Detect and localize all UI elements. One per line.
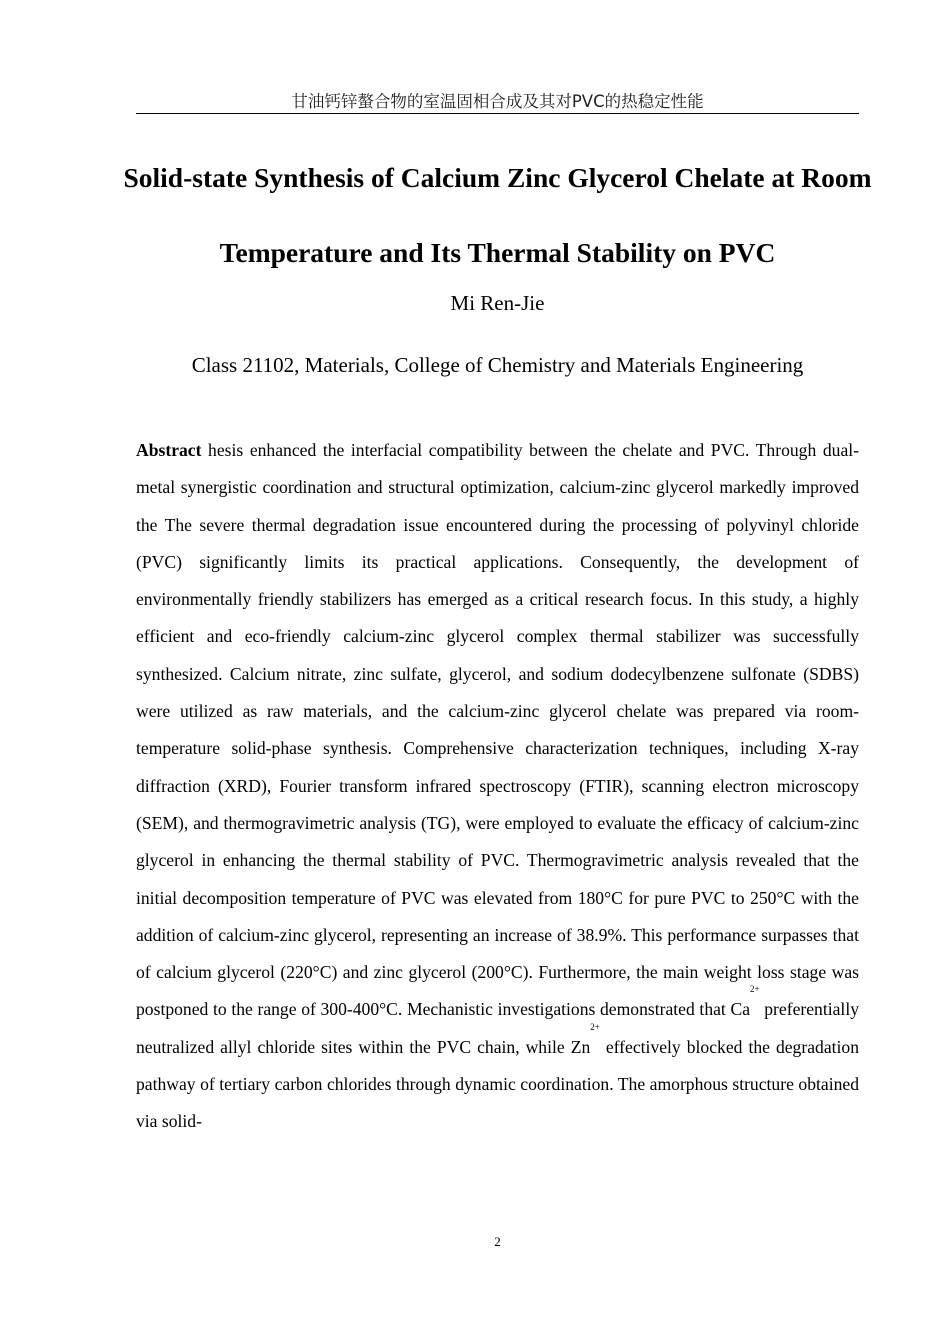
running-header: 甘油钙锌螯合物的室温固相合成及其对PVC的热稳定性能 (136, 92, 859, 114)
zinc-ion-superscript: 2+ (590, 1021, 600, 1032)
paper-title: Solid-state Synthesis of Calcium Zinc Glycerol Chelate at Room Temperature and Its Thermal Stability on PVC (123, 162, 872, 268)
abstract-label: Abstract (136, 440, 202, 460)
author-name: Mi Ren-Jie (450, 291, 545, 315)
abstract-paragraph (136, 432, 859, 1141)
author-affiliation: Class 21102, Materials, College of Chemistry and Materials Engineering (191, 353, 804, 377)
page-number: 2 (494, 1234, 501, 1249)
calcium-ion-superscript: 2+ (750, 984, 760, 995)
abstract-text-part-2: preferentially neutralized allyl chloride sites within the PVC chain, while Zn (136, 999, 860, 1057)
abstract-text-part-3: effectively blocked the degradation pathway of tertiary carbon chlorides through dynamic coordination. The amorphous structure obtained via solid- (136, 1036, 859, 1132)
abstract-text-part-1: hesis enhanced the interfacial compatibility between the chelate and PVC. Through dual-metal synergistic coordination and structural optimization, calcium-zinc glycerol markedly improved the The severe thermal degradation issue encountered during the processing of polyvinyl chloride (PVC) significantly limits its practical applications. Consequently, the development of environmentally friendly stabilizers has emerged as a critical research focus. In this study, a highly efficient and eco-friendly calcium-zinc glycerol complex thermal stabilizer was successfully synthesized. Calcium nitrate, zinc sulfate, glycerol, and sodium dodecylbenzene sulfonate (SDBS) were utilized as raw materials, and the calcium-zinc glycerol chelate was prepared via room-temperature solid-phase synthesis. Comprehensive characterization techniques, including X-ray diffraction (XRD), Fourier transform infrared spectroscopy (FTIR), scanning electron microscopy (SEM), and thermogravimetric analysis (TG), were employed to evaluate the efficacy of calcium-zinc glycerol in enhancing the thermal stability of PVC. Thermogravimetric analysis revealed that the initial decomposition temperature of PVC was elevated from 180°C for pure PVC to 250°C with the addition of calcium-zinc glycerol, representing an increase of 38.9%. This performance surpasses that of calcium glycerol (220°C) and zinc glycerol (200°C). Furthermore, the main weight loss stage was postponed to the range of 300-400°C. Mechanistic investigations demonstrated that Ca (136, 440, 859, 1020)
